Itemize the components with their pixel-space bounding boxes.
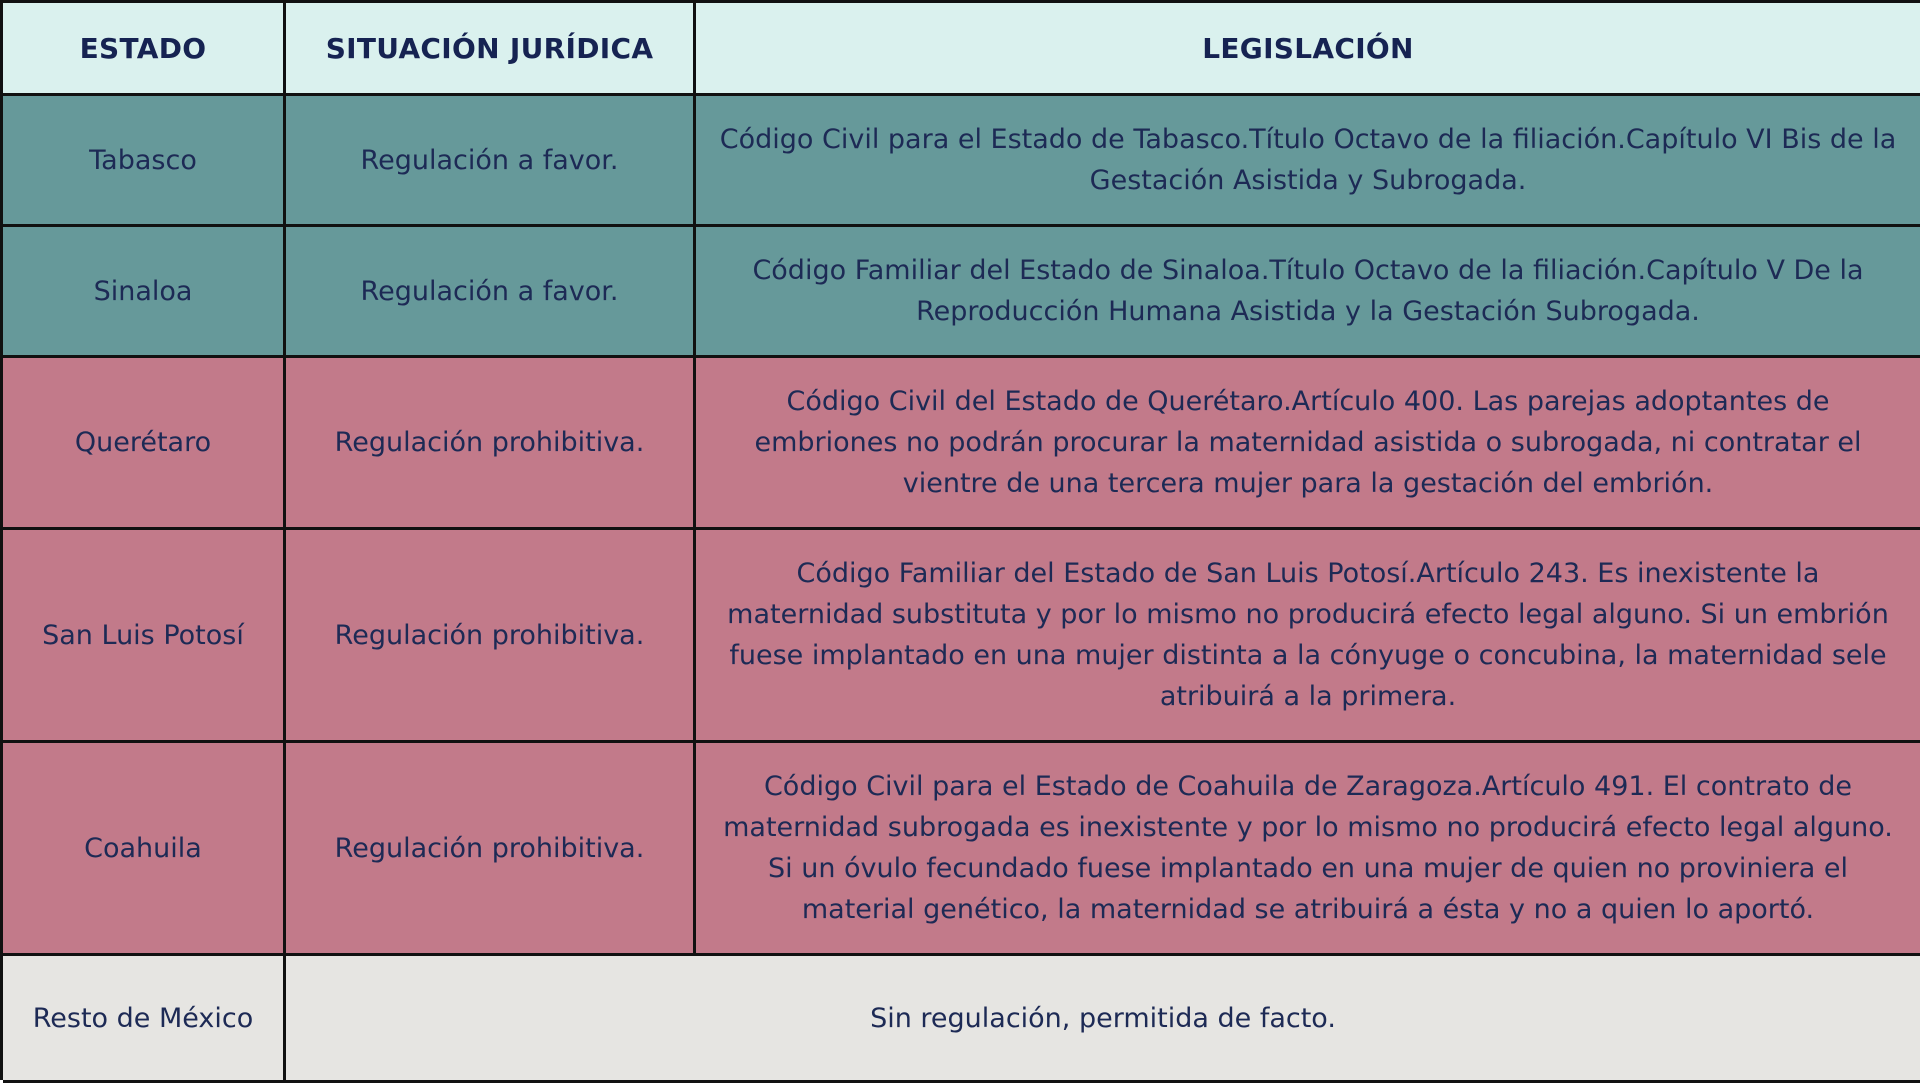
estado-cell-tabasco: Tabasco [3,96,286,227]
estado-cell-resto-de-mexico: Resto de México [3,956,286,1083]
situacion-cell-queretaro: Regulación prohibitiva. [286,358,696,530]
header-estado: ESTADO [3,3,286,96]
header-legislacion: LEGISLACIÓN [696,3,1920,96]
legislacion-cell-san-luis-potosi: Código Familiar del Estado de San Luis Potosí.Artículo 243. Es inexistente la maternidad substituta y por lo mismo no producirá efecto legal alguno. Si un embrión fuese implantado en una mujer distinta a la cónyuge o concubina, la maternidad sele atribuirá a la primera. [696,530,1920,743]
estado-cell-coahuila: Coahuila [3,743,286,956]
estado-cell-queretaro: Querétaro [3,358,286,530]
legislacion-cell-coahuila: Código Civil para el Estado de Coahuila de Zaragoza.Artículo 491. El contrato de maternidad subrogada es inexistente y por lo mismo no producirá efecto legal alguno. Si un óvulo fecundado fuese implantado en una mujer de quien no proviniera el material genético, la maternidad se atribuirá a ésta y no a quien lo aportó. [696,743,1920,956]
situacion-cell-sinaloa: Regulación a favor. [286,227,696,358]
header-situacion-juridica: SITUACIÓN JURÍDICA [286,3,696,96]
estado-cell-sinaloa: Sinaloa [3,227,286,358]
situacion-cell-tabasco: Regulación a favor. [286,96,696,227]
estado-cell-san-luis-potosi: San Luis Potosí [3,530,286,743]
legislacion-cell-queretaro: Código Civil del Estado de Querétaro.Artículo 400. Las parejas adoptantes de embriones no podrán procurar la maternidad asistida o subrogada, ni contratar el vientre de una tercera mujer para la gestación del embrión. [696,358,1920,530]
situacion-cell-resto-de-mexico: Sin regulación, permitida de facto. [286,956,1920,1083]
situacion-cell-san-luis-potosi: Regulación prohibitiva. [286,530,696,743]
legislacion-cell-sinaloa: Código Familiar del Estado de Sinaloa.Título Octavo de la filiación.Capítulo V De la Reproducción Humana Asistida y la Gestación Subrogada. [696,227,1920,358]
legislacion-cell-tabasco: Código Civil para el Estado de Tabasco.Título Octavo de la filiación.Capítulo VI Bis de la Gestación Asistida y Subrogada. [696,96,1920,227]
situacion-cell-coahuila: Regulación prohibitiva. [286,743,696,956]
